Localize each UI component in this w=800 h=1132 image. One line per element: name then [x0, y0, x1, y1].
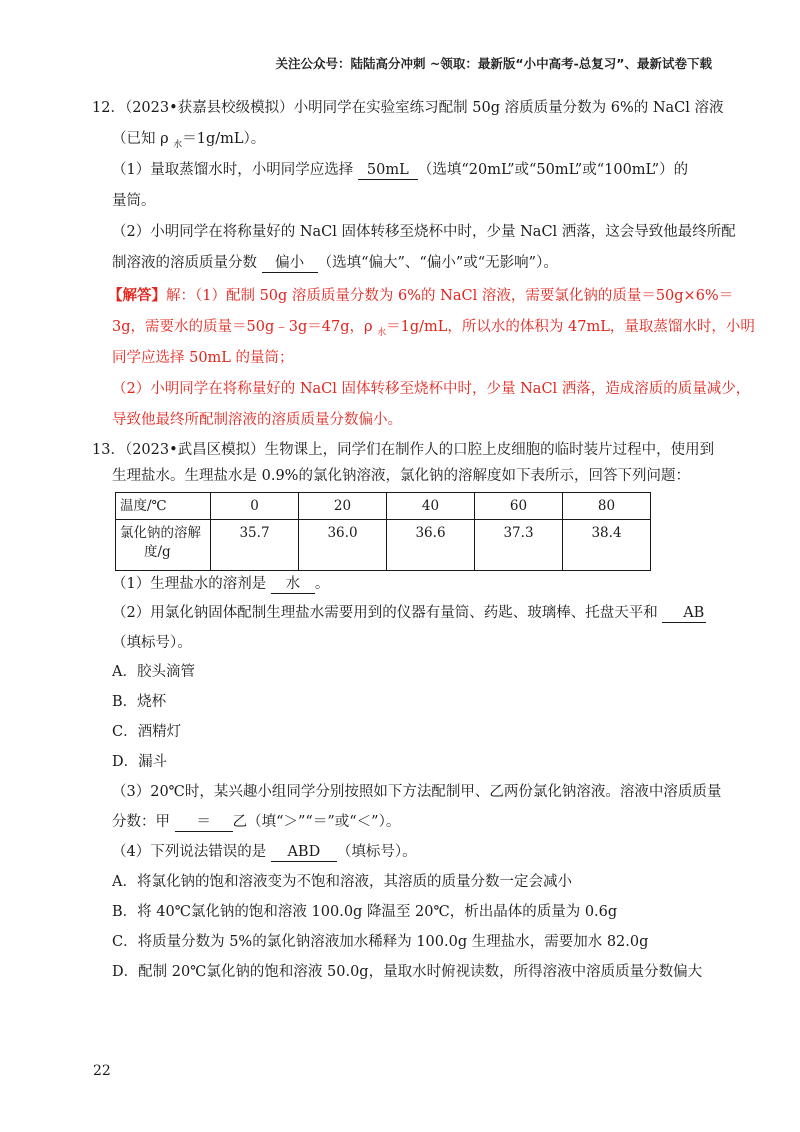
q13-part2	[112, 603, 737, 623]
q13-part3-answer: ＝	[175, 813, 233, 832]
table-cell: 36.0	[299, 520, 387, 571]
q12-part1-text-end: （选填“20mL”或“50mL”或“100mL”）的	[417, 162, 689, 178]
q12-part2-answer: 偏小	[262, 254, 318, 273]
q13-part3-text: 分数：甲	[112, 814, 175, 830]
solubility-header-line2: 度/g	[144, 544, 171, 560]
q12-solution-line4: （2）小明同学在将称量好的 NaCl 固体转移至烧杯中时，少量 NaCl 洒落，造成溶质的质量减少，	[112, 381, 751, 397]
q13-part3: （3）20℃时，某兴趣小组同学分别按照如下方法配制甲、乙两份氯化钠溶液。溶液中溶质质量	[112, 784, 722, 800]
q13-part1-text-end: 。	[314, 576, 330, 592]
q13-option-b: B．烧杯	[112, 694, 167, 710]
table-header-solubility	[116, 520, 211, 571]
q13-part4	[112, 842, 737, 862]
q12-part2: （2）小明同学在将称量好的 NaCl 固体转移至烧杯中时，少量 NaCl 洒落，这会导致他最终所配	[112, 224, 736, 240]
q13-statement-d: D．配制 20℃氯化钠的饱和溶液 50.0g，量取水时俯视读数，所得溶液中溶质质量分数偏大	[112, 964, 703, 980]
q13-option-d: D．漏斗	[112, 754, 168, 770]
table-cell: 37.3	[475, 520, 563, 571]
q12-solution-line3: 同学应选择 50mL 的量筒；	[112, 350, 294, 366]
q13-part2-cont: （填标号）。	[112, 635, 192, 651]
q12-part1-answer: 50mL	[358, 161, 418, 180]
page-number: 22	[93, 1063, 111, 1079]
q13-part1	[112, 574, 737, 594]
table-cell: 0	[211, 493, 299, 520]
q12-solution-subscript: 水	[377, 327, 387, 338]
q12-stem-text: （已知 ρ	[112, 131, 174, 147]
q12-part2-text: 制溶液的溶质质量分数	[112, 255, 262, 271]
q13-option-a: A．胶头滴管	[112, 664, 195, 680]
q12-solution-text1: 解：（1）配制 50g 溶质质量分数为 6%的 NaCl 溶液，需要氯化钠的质量＝50g×6%＝	[166, 288, 734, 304]
solubility-header-line1: 氯化钠的溶解	[120, 525, 201, 541]
q13-part4-answer: ABD	[271, 843, 337, 862]
q13-stem-line2: 生理盐水。生理盐水是 0.9%的氯化钠溶液，氯化钠的溶解度如下表所示，回答下列问题：	[112, 468, 690, 484]
table-cell: 80	[563, 493, 651, 520]
table-header-temperature: 温度/℃	[116, 493, 211, 520]
table-cell: 20	[299, 493, 387, 520]
q12-stem-line1: 12．（2023•获嘉县校级模拟）小明同学在实验室练习配制 50g 溶质质量分数为 6%的 NaCl 溶液	[92, 100, 724, 116]
q12-part1-text: （1）量取蒸馏水时，小明同学应选择	[112, 162, 358, 178]
q13-stem-line1: 13．（2023•武昌区模拟）生物课上，同学们在制作人的口腔上皮细胞的临时装片过程中，使用到	[92, 442, 715, 458]
q12-density-subscript: 水	[173, 139, 183, 150]
q13-part4-text-end: （填标号）。	[336, 844, 417, 860]
q13-statement-c: C．将质量分数为 5%的氯化钠溶液加水稀释为 100.0g 生理盐水，需要加水 82.0g	[112, 934, 649, 950]
q13-part3-cont	[112, 812, 737, 832]
q13-part1-answer: 水	[271, 575, 315, 594]
q12-stem-text-end: ＝1g/mL）。	[182, 131, 266, 147]
q12-stem-line2	[112, 129, 737, 155]
q13-statement-b: B．将 40℃氯化钠的饱和溶液 100.0g 降温至 20℃，析出晶体的质量为 0.6g	[112, 904, 618, 920]
q13-part1-text: （1）生理盐水的溶剂是	[112, 576, 271, 592]
table-cell: 38.4	[563, 520, 651, 571]
q13-part3-text-end: 乙（填“＞”“＝”或“＜”）。	[232, 814, 401, 830]
q13-part4-text: （4）下列说法错误的是	[112, 844, 271, 860]
q12-part1-cont: 量筒。	[112, 193, 156, 209]
solution-tag: 【解答】	[108, 287, 166, 304]
q12-solution-text2: 3g，需要水的质量＝50g﹣3g＝47g，ρ	[112, 319, 378, 335]
table-cell: 60	[475, 493, 563, 520]
page-header: 关注公众号：陆陆高分冲刺 ~领取：最新版“小中高考-总复习”、最新试卷下载	[275, 56, 712, 71]
q13-part2-text: （2）用氯化钠固体配制生理盐水需要用到的仪器有量筒、药匙、玻璃棒、托盘天平和	[112, 605, 663, 621]
q12-part2-cont	[112, 253, 737, 273]
q12-solution-line2	[112, 317, 755, 343]
q12-part1	[112, 160, 737, 180]
q12-solution-text2-end: ＝1g/mL，所以水的体积为 47mL，量取蒸馏水时，小明	[386, 319, 755, 335]
table-cell: 36.6	[387, 520, 475, 571]
q12-solution-line5: 导致他最终所配制溶液的溶质质量分数偏小。	[112, 412, 402, 428]
q13-part2-answer: AB	[662, 604, 706, 623]
q13-statement-a: A．将氯化钠的饱和溶液变为不饱和溶液，其溶质的质量分数一定会减小	[112, 874, 572, 890]
table-row	[116, 493, 651, 520]
table-row	[116, 520, 651, 571]
q13-option-c: C．酒精灯	[112, 724, 182, 740]
solubility-table	[115, 492, 651, 571]
table-cell: 40	[387, 493, 475, 520]
q12-solution-line1	[108, 286, 733, 306]
q12-part2-text-end: （选填“偏大”、“偏小”或“无影响”）。	[317, 255, 558, 271]
table-cell: 35.7	[211, 520, 299, 571]
